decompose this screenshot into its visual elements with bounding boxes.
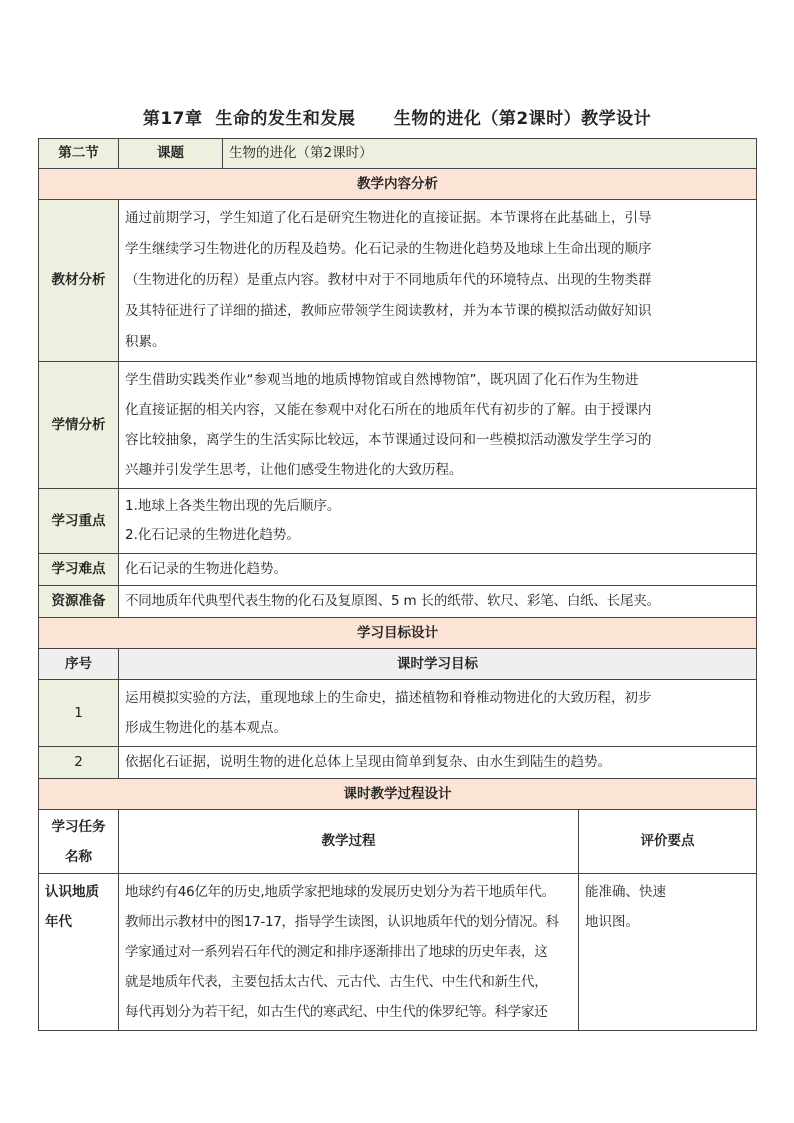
topic-value: 生物的进化（第2课时） [223, 139, 757, 169]
task-name: 认识地质 年代 [39, 874, 119, 1031]
document-title: 第17章 生命的发生和发展 生物的进化（第2课时）教学设计 [142, 109, 652, 129]
difficulty-text: 化石记录的生物进化趋势。 [119, 554, 757, 586]
lesson-plan-table [38, 138, 757, 1031]
objective-text: 运用模拟实验的方法，重现地球上的生命史，描述植物和脊椎动物进化的大致历程，初步 形成生物进化的基本观点。 [119, 680, 757, 747]
process-text: 地球约有46亿年的历史,地质学家把地球的发展历史划分为若干地质年代。 教师出示教材中的图17-17，指导学生读图，认识地质年代的划分情况。科 学家通过对一系列岩石年代的测定和排序逐渐排出了地球的历史年表，这 就是地质年代表，主要包括太古代、元古代、古生代、中生代和新生代， 每代再划分为若干纪，如古生代的寒武纪、中生代的侏罗纪等。科学家还 [119, 874, 579, 1031]
objective-text: 依据化石证据，说明生物的进化总体上呈现由简单到复杂、由水生到陆生的趋势。 [119, 747, 757, 779]
process-col-task: 学习任务 名称 [39, 810, 119, 874]
textbook-analysis-text: 通过前期学习，学生知道了化石是研究生物进化的直接证据。本节课将在此基础上，引导 学生继续学习生物进化的历程及趋势。化石记录的生物进化趋势及地球上生命出现的顺序 （生物进化的历程）是重点内容。教材中对于不同地质年代的环境特点、出现的生物类群 及其特征进行了详细的描述，教师应带领学生阅读教材，并为本节课的模拟活动做好知识 积累。 [119, 200, 757, 362]
section-label: 第二节 [39, 139, 119, 169]
topic-label: 课题 [119, 139, 223, 169]
objectives-col-goal: 课时学习目标 [119, 649, 757, 680]
difficulty-label: 学习难点 [39, 554, 119, 586]
student-analysis-label: 学情分析 [39, 362, 119, 489]
textbook-analysis-label: 教材分析 [39, 200, 119, 362]
key-point-item: 2.化石记录的生物进化趋势。 [125, 527, 300, 543]
process-col-eval: 评价要点 [579, 810, 757, 874]
key-points-list [119, 489, 757, 554]
objectives-heading: 学习目标设计 [39, 618, 757, 649]
process-col-process: 教学过程 [119, 810, 579, 874]
objectives-col-no: 序号 [39, 649, 119, 680]
student-analysis-text: 学生借助实践类作业“参观当地的地质博物馆或自然博物馆”，既巩固了化石作为生物进 化直接证据的相关内容，又能在参观中对化石所在的地质年代有初步的了解。由于授课内 容比较抽象，离学生的生活实际比较远，本节课通过设问和一些模拟活动激发学生学习的 兴趣并引发学生思考，让他们感受生物进化的大致历程。 [119, 362, 757, 489]
process-heading: 课时教学过程设计 [39, 779, 757, 810]
objective-number: 1 [39, 680, 119, 747]
resources-label: 资源准备 [39, 586, 119, 618]
resources-text: 不同地质年代典型代表生物的化石及复原图、5 m 长的纸带、软尺、彩笔、白纸、长尾夹。 [119, 586, 757, 618]
key-points-label: 学习重点 [39, 489, 119, 554]
objective-number: 2 [39, 747, 119, 779]
key-point-item: 1.地球上各类生物出现的先后顺序。 [125, 498, 341, 514]
content-analysis-heading: 教学内容分析 [39, 169, 757, 200]
eval-text: 能准确、快速 地识图。 [579, 874, 757, 1031]
